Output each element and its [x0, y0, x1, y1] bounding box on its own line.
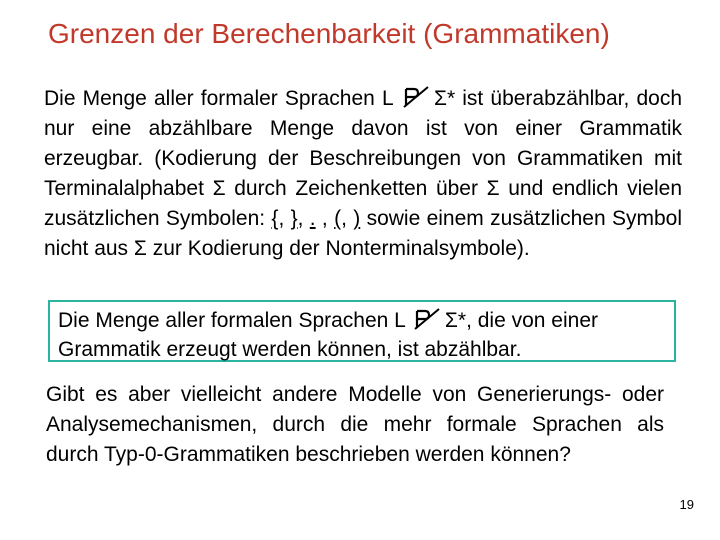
- sigma-icon: Σ: [433, 87, 447, 110]
- powerset-subset-icon: [413, 308, 443, 330]
- slide-title: Grenzen der Berechenbarkeit (Grammatiken): [48, 18, 610, 49]
- symbol-paren-close: ): [353, 207, 361, 230]
- paragraph-uncountable: Die Menge aller formaler Sprachen L Σ* ist überabzählbar, doch nur eine abzählbare Menge davon ist von einer Grammatik erzeugbar. (Kodierung der Beschreibungen von Grammatiken mit Terminalalphabet Σ durch Zeichenketten über Σ und endlich vielen zusätzlichen Symbolen: {, }, . , (, ) sowie einem zusätzlichen Symbol nicht aus Σ zur Kodierung der Nonterminalsymbole).: [44, 84, 682, 264]
- symbol-brace-close: }: [290, 207, 298, 230]
- sigma-icon: Σ: [212, 177, 226, 200]
- sigma-icon: Σ: [444, 309, 458, 332]
- symbol-brace-open: {: [271, 207, 279, 230]
- paragraph-question: Gibt es aber vielleicht andere Modelle von Generierungs- oder Analysemechanismen, durch die mehr formale Sprachen als durch Typ-0-Grammatiken beschrieben werden können?: [46, 383, 664, 466]
- symbol-paren-open: (: [334, 207, 342, 230]
- highlight-box: Die Menge aller formalen Sprachen L Σ*, die von einer Grammatik erzeugt werden können, ist abzählbar.: [48, 300, 676, 362]
- sigma-icon: Σ: [133, 237, 147, 260]
- powerset-subset-icon: [402, 86, 432, 108]
- page-number: 19: [679, 497, 694, 512]
- symbol-dot: .: [309, 207, 316, 230]
- sigma-icon: Σ: [486, 177, 500, 200]
